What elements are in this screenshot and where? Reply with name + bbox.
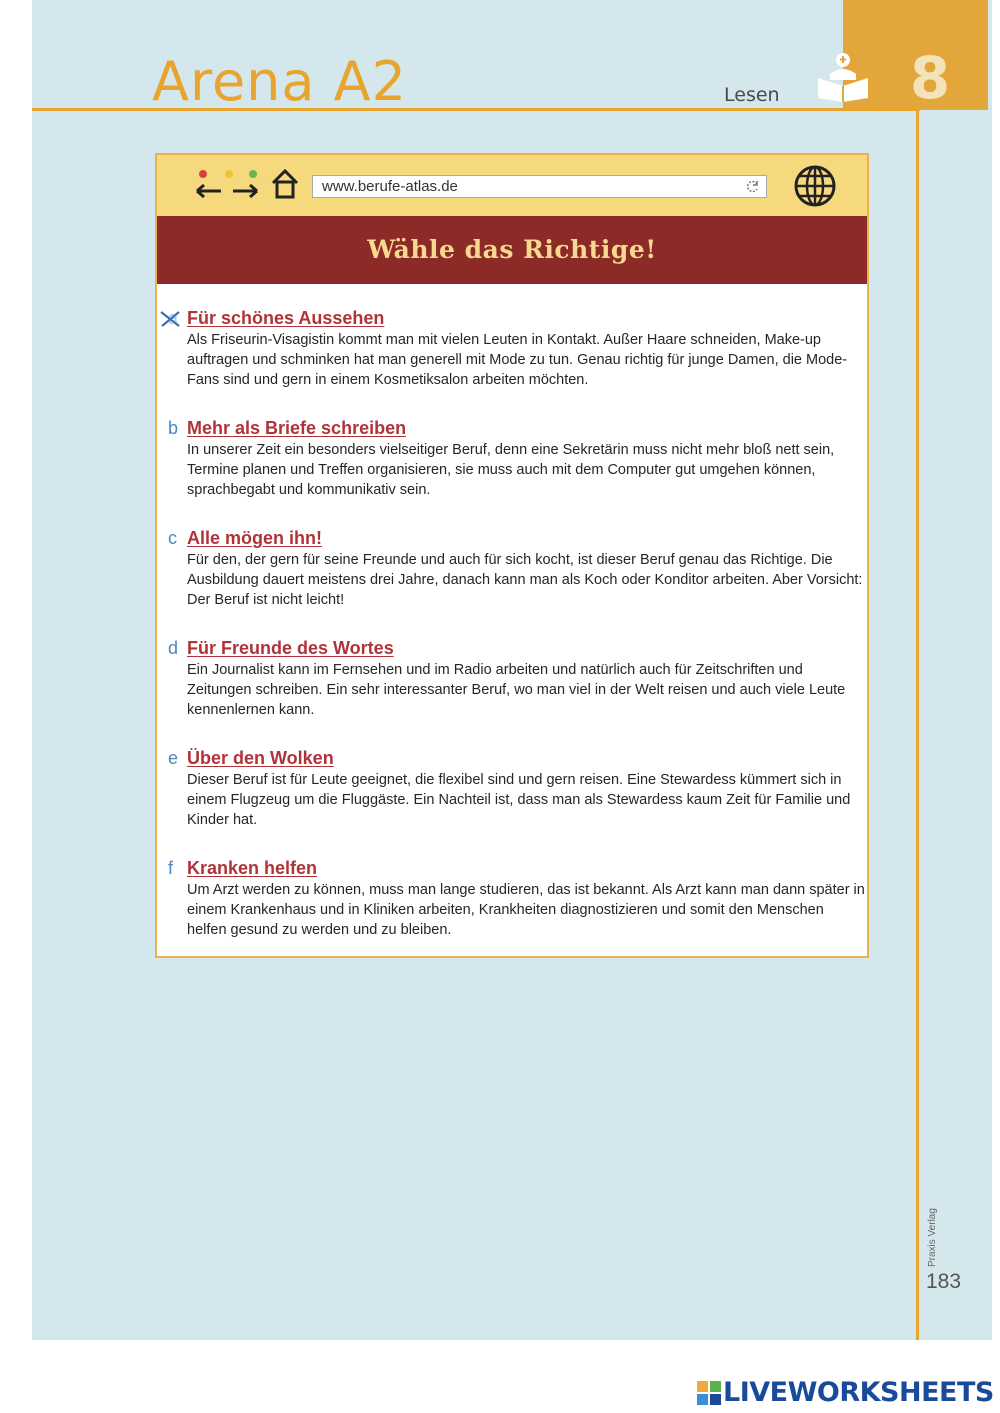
url-text: www.berufe-atlas.de [322, 178, 458, 195]
browser-toolbar [157, 155, 867, 216]
entry-title: Alle mögen ihn! [187, 528, 322, 548]
reading-book-icon [816, 50, 870, 102]
entry-letter: f [168, 858, 174, 878]
entry-text: Als Friseurin-Visagistin kommt man mit vielen Leuten in Kontakt. Außer Haare schneiden, Make-up auftragen und schminken hat man generell mit Mode zu tun. Genau richtig für junge Damen, die Mode-Fans sind und gern in einem Kosmetiksalon arbeiten möchten. [187, 332, 848, 388]
maximize-dot-icon [249, 170, 257, 178]
section-label: Lesen [724, 84, 780, 106]
home-icon [271, 169, 299, 199]
entry-title: Für schönes Aussehen [187, 308, 385, 328]
entry-letter: b [168, 418, 179, 438]
entry-text: Um Arzt werden zu können, muss man lange studieren, das ist bekannt. Als Arzt kann man dann später in einem Krankenhaus und in Kliniken arbeiten, Krankheiten diagnostizieren und somit den Menschen helfen gesund zu werden und zu bleiben. [187, 882, 865, 938]
back-forward-arrows-icon [195, 182, 261, 200]
entry-letter: c [168, 528, 177, 548]
entry-text: Ein Journalist kann im Fernsehen und im Radio arbeiten und natürlich auch für Zeitschriften und Zeitungen schreiben. Ein sehr interessanter Beruf, wo man viel in der Welt reisen und auch viele Leute kennenlernen kann. [187, 662, 846, 718]
entry-title: Über den Wolken [187, 748, 334, 768]
entry-text: Für den, der gern für seine Freunde und auch für sich kocht, ist dieser Beruf genau das Richtige. Die Ausbildung dauert meistens drei Jahre, danach kann man als Koch oder Konditor arbeiten. Aber Vorsicht: Der Beruf ist nicht leicht! [187, 552, 863, 608]
entry-title: Kranken helfen [187, 858, 318, 878]
brand-title: Arena A2 [152, 50, 407, 113]
close-dot-icon [199, 170, 207, 178]
globe-icon [793, 164, 837, 208]
entry-text: In unserer Zeit ein besonders vielseitiger Beruf, denn eine Sekretärin muss nicht mehr bloß nett sein, Termine planen und Treffen organisieren, sie muss auch mit dem Computer gut umgehen können, sprachbegabt und kommunikativ sein. [187, 442, 835, 498]
address-bar[interactable] [312, 175, 767, 198]
entry-text: Dieser Beruf ist für Leute geeignet, die flexibel sind und gern reisen. Eine Stewardess kümmert sich in einem Flugzeug um die Fluggäste. Ein Nachteil ist, dass man als Stewardess kaum Zeit für Familie und Kinder hat. [187, 772, 851, 828]
liveworksheets-grid-icon [697, 1381, 721, 1405]
page-number: 183 [926, 1270, 962, 1293]
entry-title: Mehr als Briefe schreiben [187, 418, 407, 438]
entry-title: Für Freunde des Wortes [187, 638, 394, 658]
entry-letter: d [168, 638, 179, 658]
liveworksheets-logo [697, 1377, 995, 1409]
liveworksheets-wordmark: LIVEWORKSHEETS [723, 1377, 994, 1408]
minimize-dot-icon [225, 170, 233, 178]
margin-rule [916, 108, 919, 1340]
chapter-number: 8 [909, 44, 951, 112]
page-heading: Wähle das Richtige! [157, 216, 867, 284]
browser-window [155, 153, 869, 958]
entry-letter: e [168, 748, 179, 768]
publisher-credit: Praxis Verlag [927, 1208, 938, 1267]
reload-icon [745, 179, 760, 194]
entry-letter: a [168, 308, 179, 328]
